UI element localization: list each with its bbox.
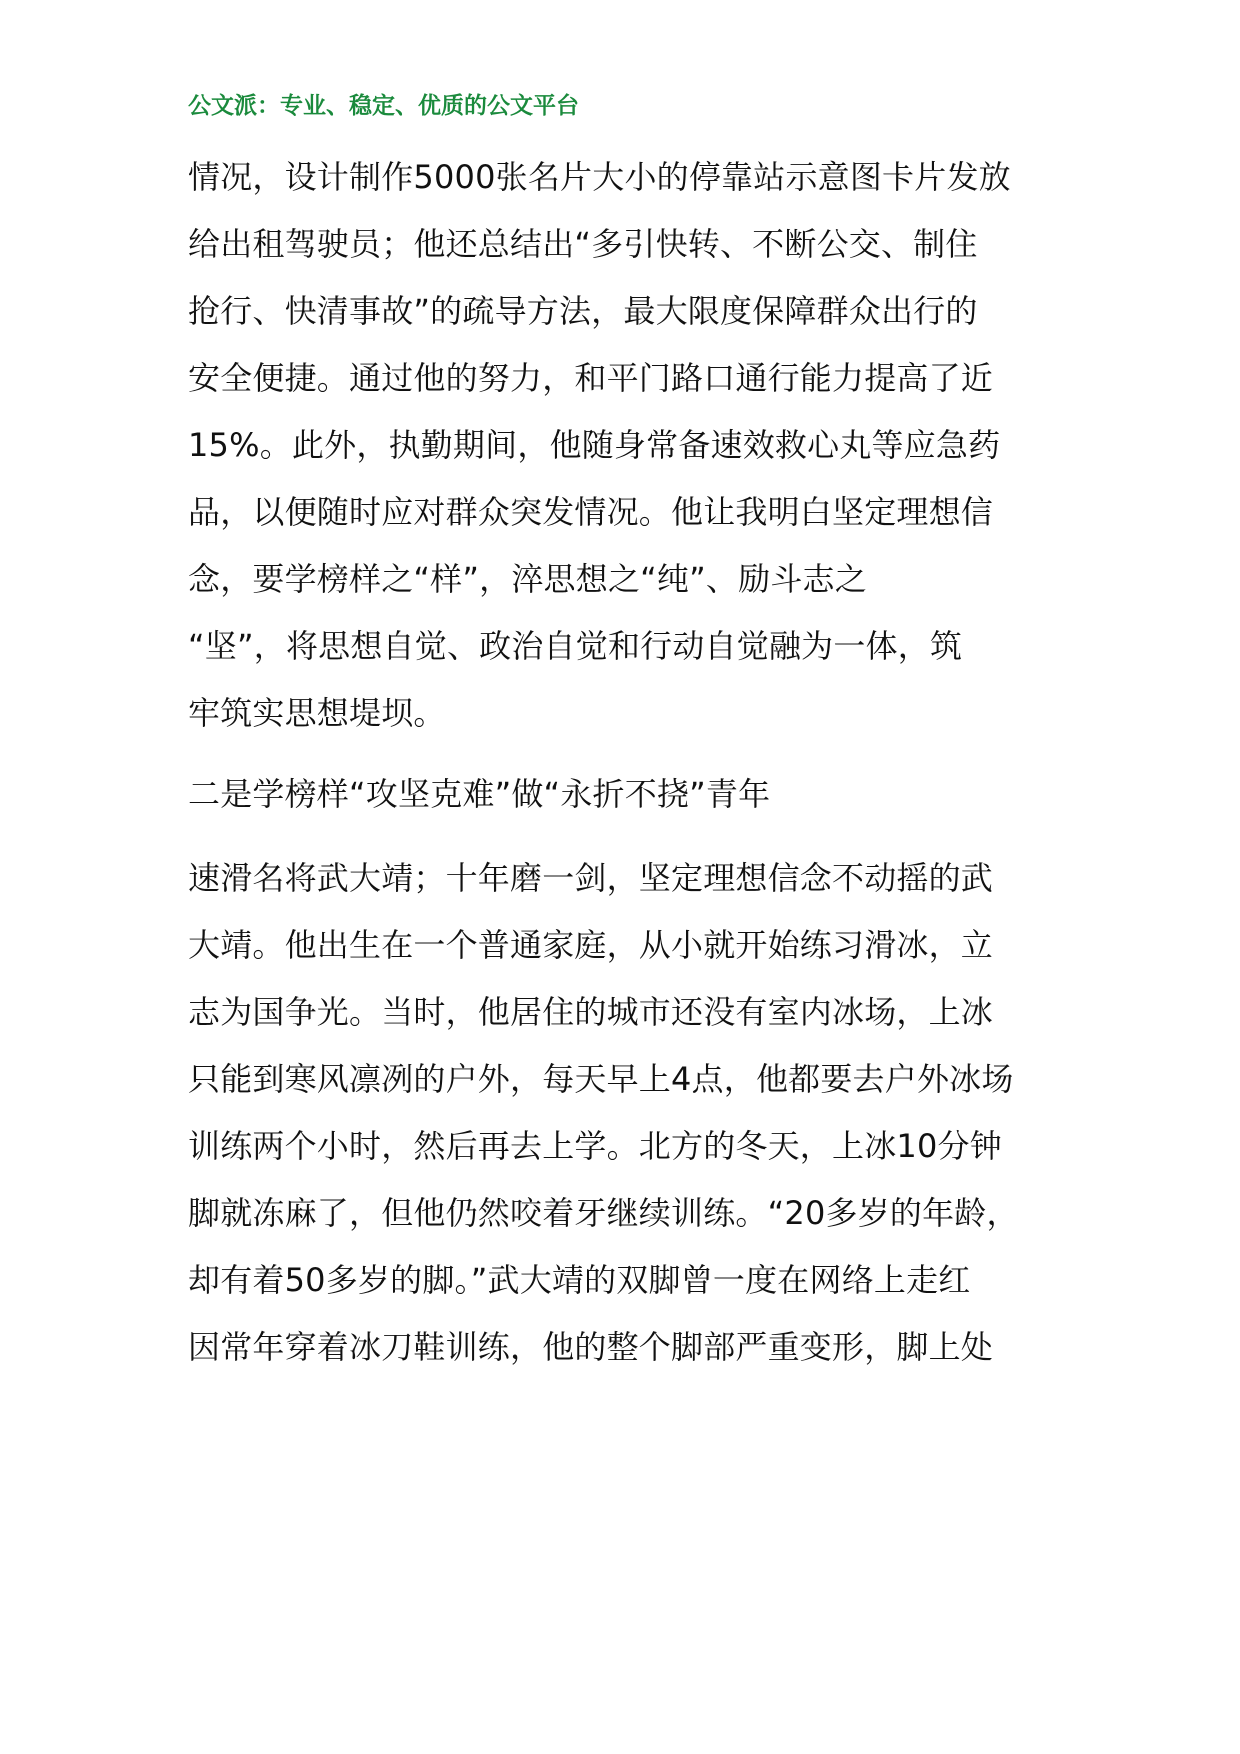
body-line: 给出租驾驶员；他还总结出“多引快转、不断公交、制住 [188, 225, 978, 263]
body-line: 却有着50多岁的脚。”武大靖的双脚曾一度在网络上走红 [188, 1261, 971, 1299]
body-line: “坚”，将思想自觉、政治自觉和行动自觉融为一体，筑 [188, 627, 963, 665]
body-line: 只能到寒风凛冽的户外，每天早上4点，他都要去户外冰场 [188, 1060, 1014, 1098]
section-heading: 二是学榜样“攻坚克难”做“永折不挠”青年 [188, 775, 771, 813]
body-line: 念，要学榜样之“样”，淬思想之“纯”、励斗志之 [188, 560, 867, 598]
body-line: 15%。此外，执勤期间，他随身常备速效救心丸等应急药 [188, 426, 1001, 464]
body-line: 脚就冻麻了，但他仍然咬着牙继续训练。“20多岁的年龄， [188, 1194, 1019, 1232]
body-line: 情况，设计制作5000张名片大小的停靠站示意图卡片发放 [188, 158, 1011, 196]
body-line: 大靖。他出生在一个普通家庭，从小就开始练习滑冰，立 [188, 926, 994, 964]
body-line: 抢行、快清事故”的疏导方法，最大限度保障群众出行的 [188, 292, 978, 330]
body-line: 速滑名将武大靖；十年磨一剑，坚定理想信念不动摇的武 [188, 859, 994, 897]
document-header: 公文派：专业、稳定、优质的公文平台 [188, 92, 579, 119]
body-line: 品，以便随时应对群众突发情况。他让我明白坚定理想信 [188, 493, 994, 531]
body-line: 安全便捷。通过他的努力，和平门路口通行能力提高了近 [188, 359, 994, 397]
body-line: 训练两个小时，然后再去上学。北方的冬天，上冰10分钟 [188, 1127, 1002, 1165]
body-line: 因常年穿着冰刀鞋训练，他的整个脚部严重变形，脚上处 [188, 1328, 994, 1366]
body-line: 牢筑实思想堤坝。 [188, 694, 446, 732]
body-line: 志为国争光。当时，他居住的城市还没有室内冰场，上冰 [188, 993, 994, 1031]
